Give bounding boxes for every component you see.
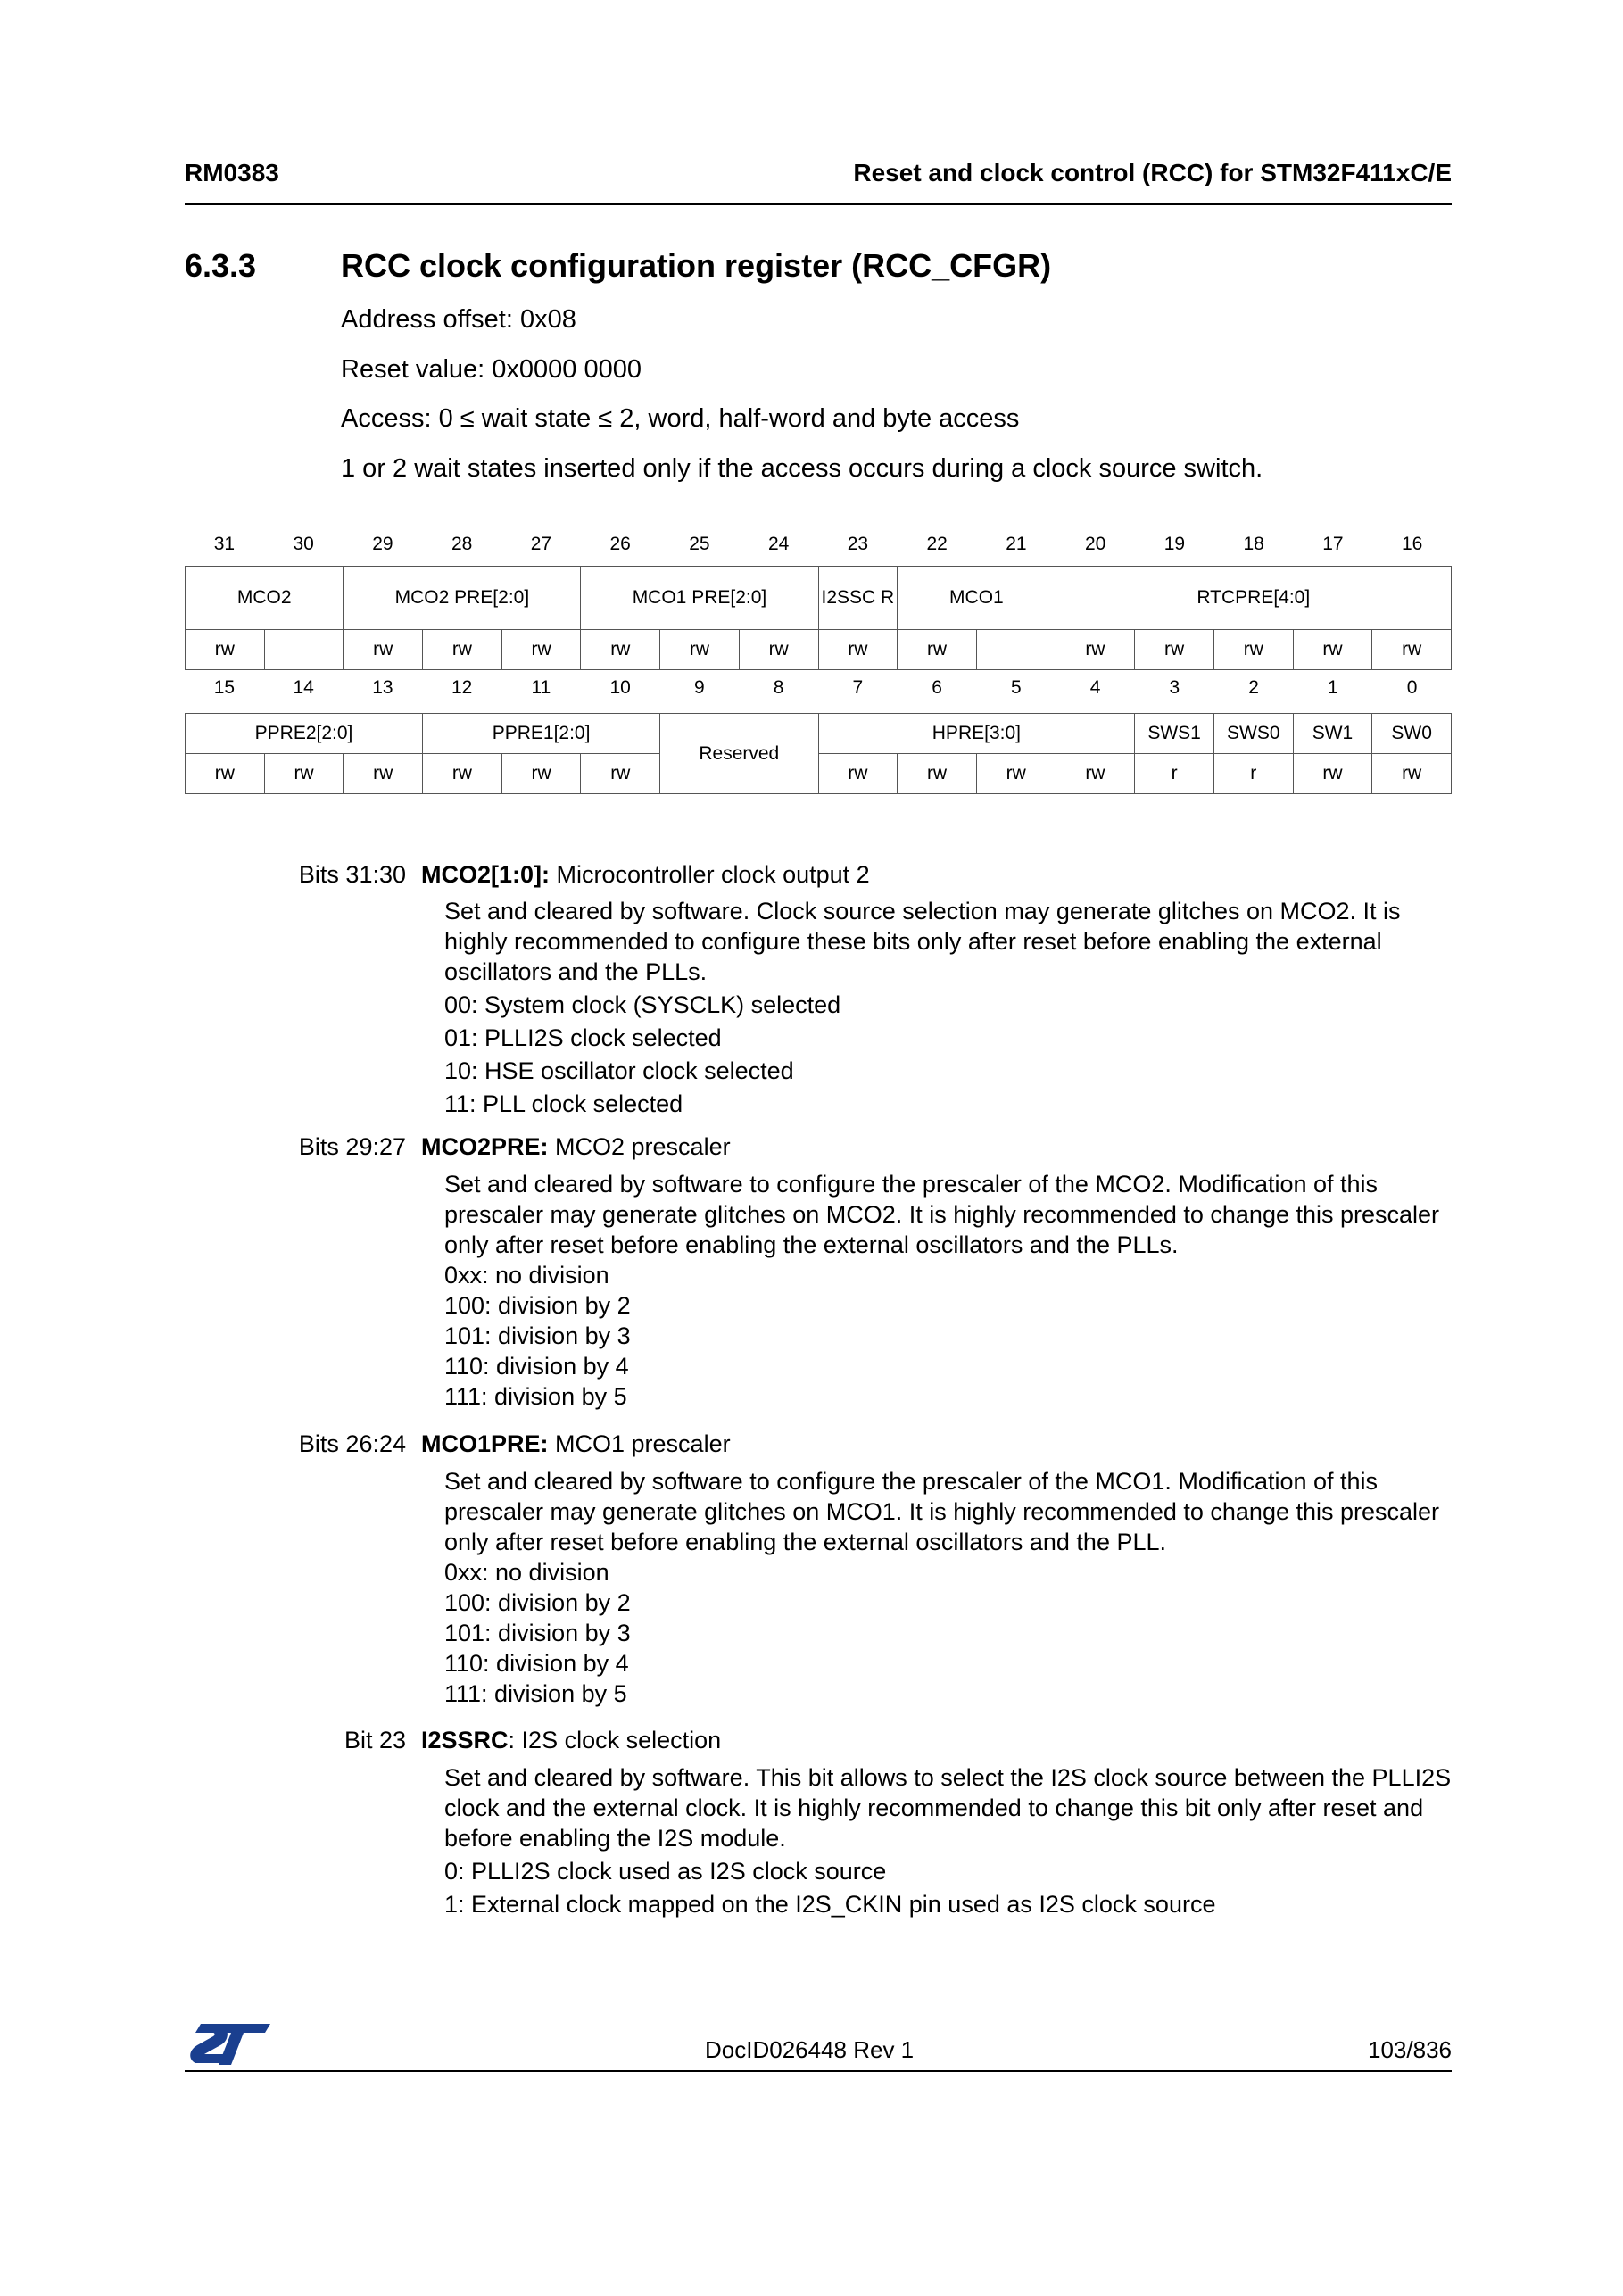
access-cell: rw [1213, 630, 1293, 670]
bit-summary: Microcontroller clock output 2 [550, 861, 870, 888]
description-line: 101: division by 3 [444, 1620, 631, 1646]
access-cell: rw [264, 754, 344, 794]
bit-number: 21 [1006, 534, 1027, 554]
access-cell: rw [898, 754, 977, 794]
field-sw1: SW1 [1293, 714, 1372, 754]
description-line: 00: System clock (SYSCLK) selected [444, 991, 841, 1018]
field-i2ssrc: I2SSC R [818, 567, 898, 630]
field-mco1: MCO1 [898, 567, 1056, 630]
access-cell: r [1213, 754, 1293, 794]
bit-summary: MCO1 prescaler [548, 1430, 731, 1457]
bit-number: 15 [213, 677, 236, 698]
access-cell: rw [501, 630, 581, 670]
access-cell: rw [581, 754, 660, 794]
access-cell: rw [1056, 630, 1135, 670]
bit-number: 24 [767, 534, 790, 554]
bit-name: MCO2[1:0]: [421, 861, 551, 888]
section-number: 6.3.3 [185, 247, 257, 284]
bit-number: 8 [773, 677, 784, 698]
access-cell: r [1135, 754, 1214, 794]
access-cell [976, 630, 1056, 670]
bit-number: 12 [451, 677, 473, 698]
description-line: 111: division by 5 [444, 1680, 627, 1707]
bit-label: Bits 31:30 [298, 861, 406, 888]
bit-number: 9 [694, 677, 705, 698]
bit-number: 10 [609, 677, 631, 698]
access-cell: rw [739, 630, 818, 670]
register-table-high [185, 566, 1452, 670]
bit-number: 5 [1011, 677, 1022, 698]
bit-description [444, 896, 1453, 1119]
field-ppre1: PPRE1[2:0] [423, 714, 660, 754]
bit-heading [421, 1133, 731, 1161]
bit-number: 25 [689, 534, 710, 554]
reset-value: Reset value: 0x0000 0000 [341, 355, 642, 384]
bit-label: Bits 29:27 [298, 1133, 406, 1160]
description-line: 110: division by 4 [444, 1353, 629, 1380]
doc-reference: DocID026448 Rev 1 [705, 2036, 915, 2063]
bit-number: 4 [1089, 677, 1101, 698]
field-hpre: HPRE[3:0] [818, 714, 1135, 754]
bit-number: 7 [852, 677, 864, 698]
access-cell: rw [344, 754, 423, 794]
bit-number: 14 [293, 677, 314, 698]
bit-summary: : I2S clock selection [508, 1727, 722, 1753]
access-cell: rw [186, 630, 265, 670]
access-cell: rw [1293, 630, 1372, 670]
description-line: 0xx: no division [444, 1262, 609, 1289]
bit-number: 11 [531, 677, 551, 698]
bit-number: 18 [1243, 534, 1264, 554]
bit-description [444, 1466, 1453, 1709]
access-cell: rw [1372, 630, 1452, 670]
address-offset: Address offset: 0x08 [341, 305, 576, 334]
field-rtcpre: RTCPRE[4:0] [1056, 567, 1451, 630]
bit-label: Bits 26:24 [298, 1430, 406, 1457]
description-line: 0: PLLI2S clock used as I2S clock source [444, 1858, 887, 1885]
access-cell: rw [818, 630, 898, 670]
bit-numbers-high [185, 534, 1452, 560]
field-sws0: SWS0 [1213, 714, 1293, 754]
access-cell: rw [976, 754, 1056, 794]
access-cell: rw [344, 630, 423, 670]
bit-number: 31 [213, 534, 236, 554]
description-line: Set and cleared by software. Clock source selection may generate glitches on MCO2. It is highly recommended to configure these bits only after reset before enabling the external oscillators and the PLLs. [444, 898, 1401, 985]
access-cell: rw [898, 630, 977, 670]
bit-number: 13 [372, 677, 393, 698]
bit-number: 20 [1084, 534, 1106, 554]
bit-heading [421, 1430, 731, 1458]
description-line: 01: PLLI2S clock selected [444, 1024, 722, 1051]
bit-number: 17 [1322, 534, 1344, 554]
access-cell: rw [1293, 754, 1372, 794]
description-line: 110: division by 4 [444, 1650, 629, 1677]
bit-number: 1 [1328, 677, 1338, 698]
bit-number: 19 [1163, 534, 1186, 554]
access-cell: rw [423, 754, 502, 794]
bit-number: 2 [1248, 677, 1259, 698]
access-cell: rw [818, 754, 898, 794]
bit-name: MCO1PRE: [421, 1430, 549, 1457]
section-title: RCC clock configuration register (RCC_CFGR) [341, 247, 1052, 284]
access-info: Access: 0 ≤ wait state ≤ 2, word, half-word and byte access [341, 404, 1020, 433]
access-cell: rw [186, 754, 265, 794]
bit-numbers-low [185, 677, 1452, 704]
access-cell: rw [581, 630, 660, 670]
bit-number: 23 [847, 534, 869, 554]
page-number: 103/836 [1368, 2036, 1452, 2063]
description-line: 0xx: no division [444, 1559, 609, 1586]
description-line: 10: HSE oscillator clock selected [444, 1057, 794, 1084]
field-ppre2: PPRE2[2:0] [186, 714, 423, 754]
wait-note: 1 or 2 wait states inserted only if the access occurs during a clock source switch. [341, 454, 1263, 483]
bit-description [444, 1762, 1453, 1919]
bit-number: 0 [1406, 677, 1418, 698]
description-line: Set and cleared by software. This bit allows to select the I2S clock source between the PLLI2S clock and the external clock. It is highly recommended to change this bit only after reset and before enabling the I2S module. [444, 1764, 1452, 1852]
access-cell: rw [501, 754, 581, 794]
bit-number: 22 [926, 534, 948, 554]
access-cell: rw [1056, 754, 1135, 794]
bit-number: 29 [372, 534, 393, 554]
access-cell: rw [1372, 754, 1452, 794]
description-line: 101: division by 3 [444, 1322, 631, 1349]
bit-number: 26 [609, 534, 631, 554]
description-line: 100: division by 2 [444, 1589, 631, 1616]
bit-name: MCO2PRE: [421, 1133, 549, 1160]
field-sws1: SWS1 [1135, 714, 1214, 754]
field-mco1pre: MCO1 PRE[2:0] [581, 567, 818, 630]
access-cell: rw [660, 630, 740, 670]
st-logo-icon [185, 2018, 274, 2068]
bit-heading [421, 1727, 721, 1754]
bit-description [444, 1169, 1453, 1412]
page-header [185, 159, 1452, 205]
bit-name: I2SSRC [421, 1727, 509, 1753]
bit-number: 28 [451, 534, 473, 554]
access-cell [264, 630, 344, 670]
bit-number: 30 [293, 534, 314, 554]
bit-number: 6 [932, 677, 942, 698]
description-line: Set and cleared by software to configure the prescaler of the MCO1. Modification of this prescaler may generate glitches on MCO1. It is highly recommended to change this prescaler only after reset before enabling the external oscillators and the PLL. [444, 1468, 1440, 1555]
bit-heading [421, 861, 870, 889]
bit-number: 27 [530, 534, 552, 554]
description-line: 100: division by 2 [444, 1292, 631, 1319]
bit-label: Bit 23 [344, 1727, 406, 1753]
header-title: Reset and clock control (RCC) for STM32F411xC/E [853, 159, 1452, 186]
field-reserved: Reserved [660, 714, 818, 794]
bit-summary: MCO2 prescaler [548, 1133, 731, 1160]
description-line: 1: External clock mapped on the I2S_CKIN pin used as I2S clock source [444, 1891, 1216, 1918]
field-mco2pre: MCO2 PRE[2:0] [344, 567, 581, 630]
footer-rule [185, 2070, 1452, 2072]
field-sw0: SW0 [1372, 714, 1452, 754]
description-line: 111: division by 5 [444, 1383, 627, 1410]
access-cell: rw [423, 630, 502, 670]
field-mco2: MCO2 [186, 567, 344, 630]
bit-number: 3 [1169, 677, 1180, 698]
register-table-low [185, 713, 1452, 794]
access-cell: rw [1135, 630, 1214, 670]
description-line: Set and cleared by software to configure the prescaler of the MCO2. Modification of this prescaler may generate glitches on MCO2. It is highly recommended to change this prescaler only after reset before enabling the external oscillators and the PLLs. [444, 1171, 1440, 1258]
bit-number: 16 [1401, 534, 1423, 554]
description-line: 11: PLL clock selected [444, 1090, 683, 1117]
doc-id: RM0383 [185, 159, 279, 186]
